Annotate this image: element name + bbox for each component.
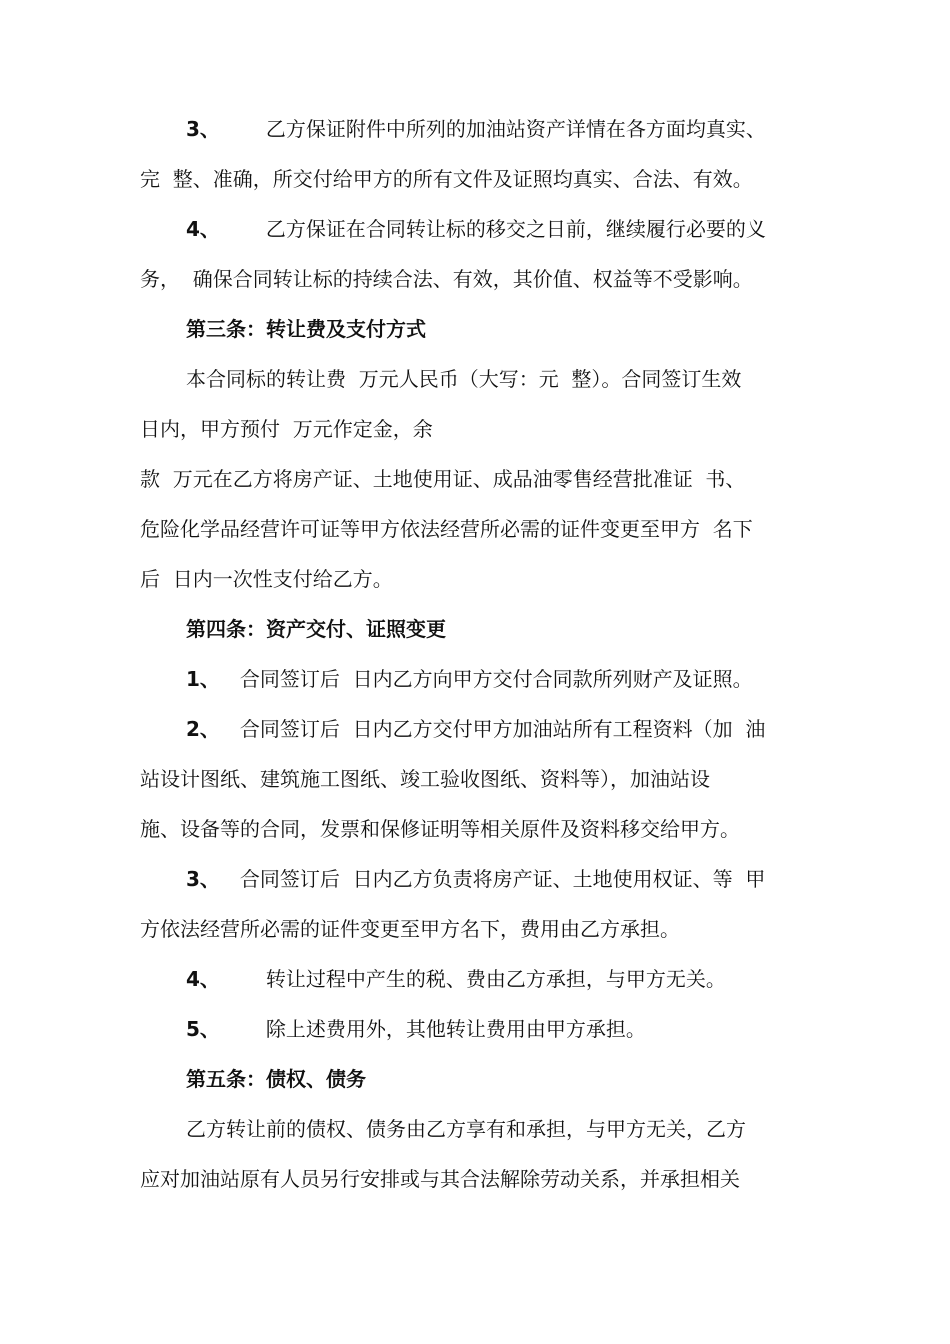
item-text: 合同签订后 日内乙方负责将房产证、土地使用权证、等 甲 <box>239 867 766 891</box>
article-5-line-1: 乙方转让前的债权、债务由乙方享有和承担，与甲方无关，乙方 <box>186 1117 746 1141</box>
item-text: 合同签订后 日内乙方向甲方交付合同款所列财产及证照。 <box>239 667 753 691</box>
article-4-item-2-line-3: 施、设备等的合同，发票和保修证明等相关原件及资料移交给甲方。 <box>140 817 740 841</box>
article-4-item-3 <box>186 867 830 893</box>
clause-3-line-2: 完 整、准确，所交付给甲方的所有文件及证照均真实、合法、有效。 <box>140 167 753 191</box>
article-4-item-4 <box>186 967 830 993</box>
clause-number: 3、 <box>186 117 220 141</box>
article-3-line-3: 款 万元在乙方将房产证、土地使用证、成品油零售经营批准证 书、 <box>140 467 746 491</box>
article-3-line-1: 本合同标的转让费 万元人民币（大写：元 整）。合同签订生效 <box>186 367 742 391</box>
article-3-line-2: 日内，甲方预付 万元作定金，余 <box>140 417 433 441</box>
article-4-heading: 第四条：资产交付、证照变更 <box>186 617 446 641</box>
article-4-item-1 <box>186 667 830 693</box>
item-number: 1、 <box>186 667 220 691</box>
article-5-heading: 第五条：债权、债务 <box>186 1067 366 1091</box>
item-text: 转让过程中产生的税、费由乙方承担，与甲方无关。 <box>265 967 726 991</box>
article-4-item-2-line-2: 站设计图纸、建筑施工图纸、竣工验收图纸、资料等），加油站设 <box>140 767 710 791</box>
item-number: 4、 <box>186 967 220 991</box>
article-3-line-5: 后 日内一次性支付给乙方。 <box>140 567 393 591</box>
article-5-line-2: 应对加油站原有人员另行安排或与其合法解除劳动关系，并承担相关 <box>140 1167 740 1191</box>
article-4-item-2 <box>186 717 830 743</box>
clause-number: 4、 <box>186 217 220 241</box>
article-4-item-3-line-2: 方依法经营所必需的证件变更至甲方名下，费用由乙方承担。 <box>140 917 680 941</box>
item-text: 合同签订后 日内乙方交付甲方加油站所有工程资料（加 油 <box>239 717 766 741</box>
item-text: 除上述费用外，其他转让费用由甲方承担。 <box>265 1017 646 1041</box>
clause-4-line-2: 务， 确保合同转让标的持续合法、有效，其价值、权益等不受影响。 <box>140 267 753 291</box>
clause-3-line-1 <box>186 117 830 143</box>
clause-text: 乙方保证在合同转让标的移交之日前，继续履行必要的义 <box>265 217 766 241</box>
article-3-line-4: 危险化学品经营许可证等甲方依法经营所必需的证件变更至甲方 名下 <box>140 517 753 541</box>
item-number: 3、 <box>186 867 220 891</box>
item-number: 2、 <box>186 717 220 741</box>
clause-text: 乙方保证附件中所列的加油站资产详情在各方面均真实、 <box>265 117 766 141</box>
item-number: 5、 <box>186 1017 220 1041</box>
article-4-item-5 <box>186 1017 830 1043</box>
article-3-heading: 第三条：转让费及支付方式 <box>186 317 426 341</box>
clause-4-line-1 <box>186 217 830 243</box>
